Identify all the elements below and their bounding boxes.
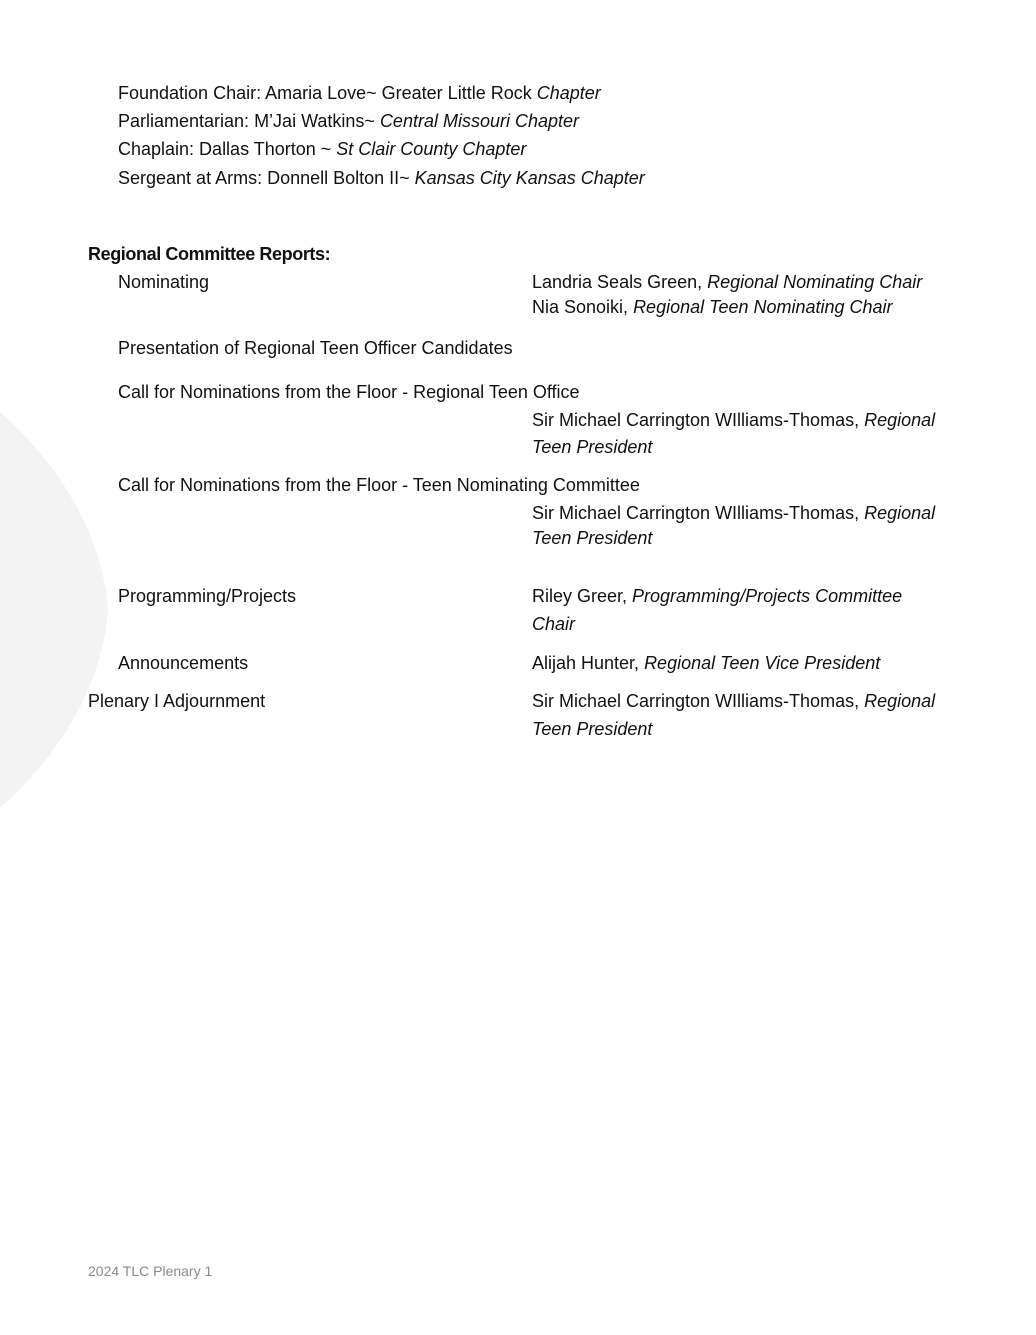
officer-foundation-chair: Foundation Chair: Amaria Love~ Greater Little Rock Chapter — [118, 83, 601, 103]
officer-chaplain: Chaplain: Dallas Thorton ~ St Clair County Chapter — [118, 139, 527, 159]
section-heading: Regional Committee Reports: — [88, 244, 331, 264]
nominating-label: Nominating — [118, 272, 210, 292]
page-footer: 2024 TLC Plenary 1 — [88, 1263, 213, 1279]
presentation-item: Presentation of Regional Teen Officer Candidates — [118, 338, 513, 358]
adjournment-label: Plenary I Adjournment — [88, 691, 266, 711]
announcements-presenter: Alijah Hunter, Regional Teen Vice President — [532, 653, 881, 673]
programming-presenter-role: Chair — [532, 614, 576, 634]
officer-sergeant-at-arms: Sergeant at Arms: Donnell Bolton II~ Kansas City Kansas Chapter — [118, 168, 645, 188]
programming-label: Programming/Projects — [118, 586, 297, 606]
watermark-seal — [0, 330, 110, 890]
nominating-teen-chair: Nia Sonoiki, Regional Teen Nominating Chair — [532, 297, 893, 317]
officer-parliamentarian: Parliamentarian: M’Jai Watkins~ Central Missouri Chapter — [118, 111, 580, 131]
announcements-label: Announcements — [118, 653, 249, 673]
programming-presenter: Riley Greer, Programming/Projects Committee — [532, 586, 903, 606]
call-office-presenter-role: Teen President — [532, 437, 653, 457]
adjournment-presenter: Sir Michael Carrington WIlliams-Thomas, Regional — [532, 691, 936, 711]
adjournment-presenter-role: Teen President — [532, 719, 653, 739]
call-committee-label: Call for Nominations from the Floor - Teen Nominating Committee — [118, 475, 640, 495]
call-committee-presenter-role: Teen President — [532, 528, 653, 548]
call-office-label: Call for Nominations from the Floor - Regional Teen Office — [118, 382, 580, 402]
nominating-chair: Landria Seals Green, Regional Nominating Chair — [532, 272, 923, 292]
call-committee-presenter: Sir Michael Carrington WIlliams-Thomas, Regional — [532, 503, 936, 523]
call-office-presenter: Sir Michael Carrington WIlliams-Thomas, Regional — [532, 410, 936, 430]
